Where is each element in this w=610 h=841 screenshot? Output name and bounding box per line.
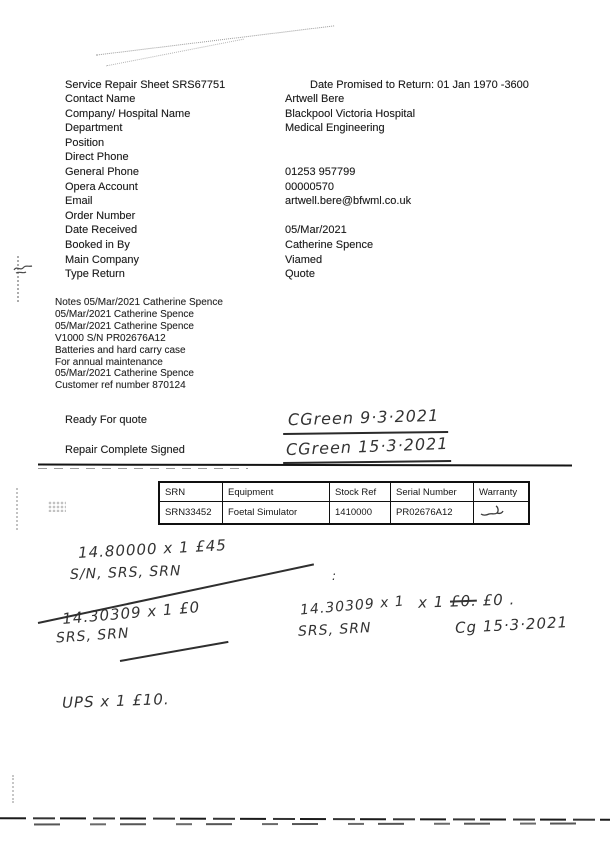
sheet-title: Service Repair Sheet SRS67751 [65,79,226,91]
date-promised: Date Promised to Return: 01 Jan 1970 -3600 [310,79,529,91]
handwritten-quote1-line2: S/N, SRS, SRN [69,563,182,583]
note-line: Batteries and hard carry case [55,344,186,356]
field-label: Main Company [65,253,139,266]
equipment-table [158,481,530,525]
note-line: 05/Mar/2021 Catherine Spence [55,320,194,332]
col-header-warranty: Warranty [474,482,530,502]
field-label: Department [65,122,123,135]
field-row [65,92,585,107]
field-row [65,180,585,195]
notes-block [55,297,223,392]
col-header-stock-ref: Stock Ref [330,482,391,502]
pen-scribble-mark [12,261,34,277]
field-row [65,223,585,238]
field-value: 01253 957799 [285,165,356,178]
field-value [285,150,585,165]
note-line: Notes 05/Mar/2021 Catherine Spence [55,297,223,308]
table-header-row [159,482,529,502]
note-line: For annual maintenance [55,356,163,368]
field-value: Blackpool Victoria Hospital [285,107,416,120]
field-row [65,238,585,253]
cell-serial-number: PR02676A12 [391,502,474,525]
field-value: artwell.bere@bfwml.co.uk [285,195,412,208]
note-line: 05/Mar/2021 Catherine Spence [55,308,194,320]
ready-for-quote-label: Ready For quote [65,414,147,426]
col-header-serial-number: Serial Number [391,482,474,502]
scan-scratch-artifact [106,39,244,67]
price-prefix: x 1 [417,592,445,612]
handwritten-quote2-line2: SRS, SRN [297,620,372,640]
repair-complete-label: Repair Complete Signed [65,444,185,456]
cell-equipment: Foetal Simulator [223,502,330,525]
field-value: 00000570 [285,180,334,193]
field-label: Email [65,195,93,208]
field-label: Company/ Hospital Name [65,107,191,120]
scan-bottom-line [20,823,580,826]
table-row [159,502,529,525]
field-row [65,209,585,224]
field-label: Opera Account [65,180,138,193]
handwritten-price-correction [418,590,516,611]
field-label: Type Return [65,268,125,281]
warranty-scribble-icon [479,504,505,518]
field-row [65,150,585,165]
ready-signature-line [283,405,448,435]
section-divider-fragment [38,468,248,469]
handwritten-crossed-quote-line2: SRS, SRN [55,625,130,647]
field-label: Position [65,136,105,149]
field-row [65,107,585,122]
field-row [65,267,585,282]
field-row [65,165,585,180]
field-value: Artwell Bere [285,93,345,105]
field-value: 05/Mar/2021 [285,224,347,237]
price-final-value: £0 . [482,590,516,610]
price-struck-value: £0. [449,591,478,611]
field-value [285,136,585,151]
col-header-srn: SRN [159,482,223,502]
cell-stock-ref: 1410000 [330,502,391,525]
field-list [65,92,585,282]
cell-warranty [474,502,530,525]
scan-bottom-line [0,817,610,821]
handwritten-initials-date: Cg 15·3·2021 [454,613,569,637]
field-label: Date Received [65,224,138,237]
field-value [285,209,585,224]
field-label: General Phone [65,165,139,178]
field-value: Quote [285,268,315,281]
col-header-equipment: Equipment [223,482,330,502]
note-line: 05/Mar/2021 Catherine Spence [55,368,194,380]
complete-signature-line [283,434,451,464]
scan-edge-artifact [16,488,18,530]
handwritten-colon-mark: : [332,569,338,583]
field-label: Direct Phone [65,151,129,164]
field-label: Order Number [65,209,136,222]
field-row [65,136,585,151]
field-value: Medical Engineering [285,122,385,135]
handwritten-ups-line: UPS x 1 £10. [61,690,170,712]
complete-signature: CGreen 15·3·2021 [285,433,449,460]
note-line: Customer ref number 870124 [55,380,186,392]
field-value: Viamed [285,253,323,266]
handwritten-crossed-quote-line1: 14.30309 x 1 £0 [61,598,201,628]
scan-edge-artifact [12,775,14,803]
section-divider [38,464,572,467]
field-row [65,194,585,209]
field-value: Catherine Spence [285,238,374,251]
handwritten-quote1-line1: 14.80000 x 1 £45 [77,536,228,562]
scan-smudge [48,501,66,512]
cell-srn: SRN33452 [159,502,223,525]
note-line: V1000 S/N PR02676A12 [55,332,166,344]
field-row [65,121,585,136]
handwritten-quote2-line1: 14.30309 x 1 [299,593,406,619]
field-row [65,253,585,268]
scan-scratch-artifact [96,25,334,55]
field-label: Booked in By [65,238,130,251]
ready-signature: CGreen 9·3·2021 [287,405,440,430]
field-label: Contact Name [65,93,136,105]
cross-out-stroke [120,641,229,662]
